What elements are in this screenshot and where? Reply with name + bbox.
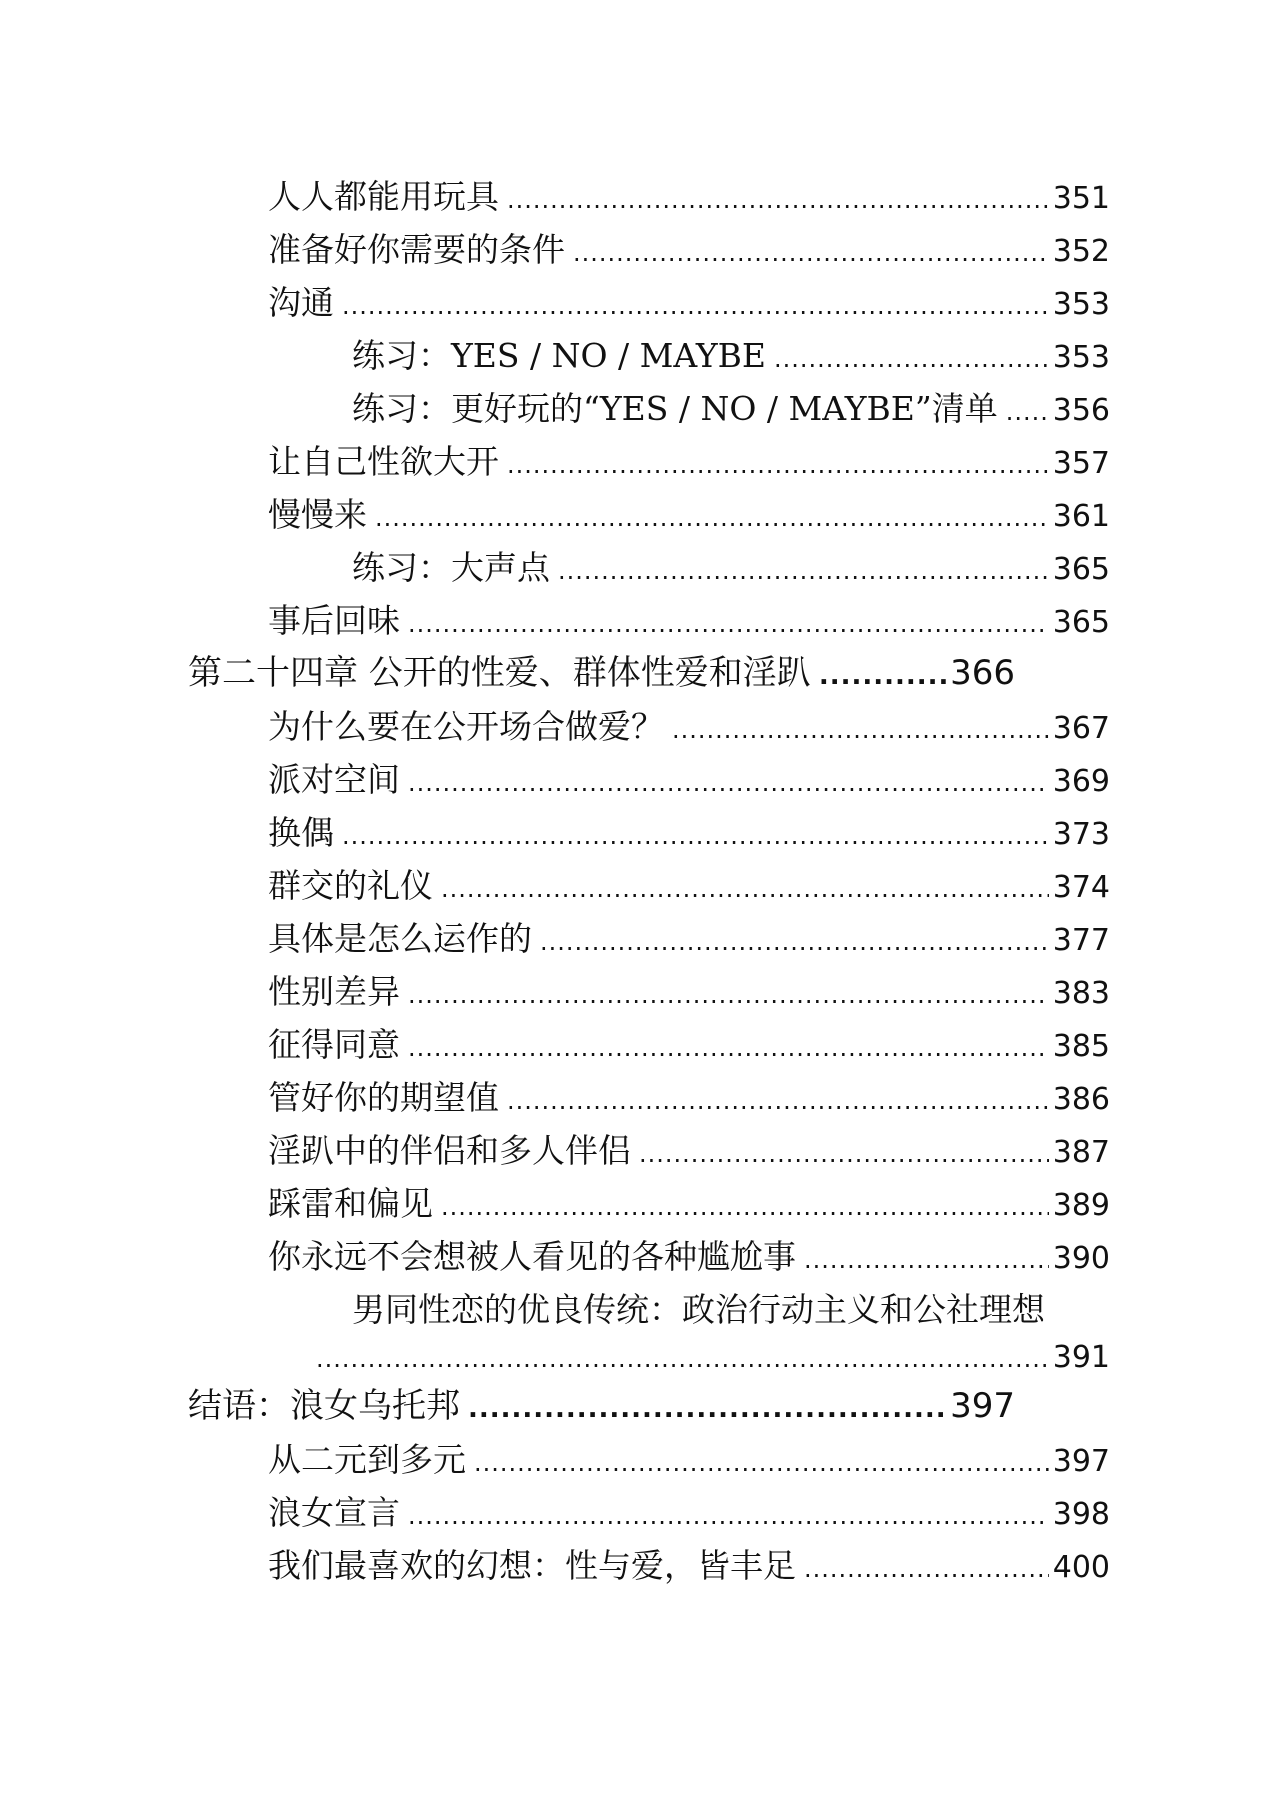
toc-entry-title: 性别差异: [268, 972, 400, 1011]
toc-entry-title: 让自己性欲大开: [268, 442, 499, 481]
dot-leader: [408, 1490, 1049, 1543]
toc-entry-title: 具体是怎么运作的: [268, 919, 532, 958]
dot-leader: [342, 810, 1049, 863]
dot-leader: [774, 333, 1049, 386]
dot-leader: [474, 1437, 1049, 1490]
toc-entry: [0, 1177, 1110, 1230]
toc-entry-title: 浪女宣言: [268, 1493, 400, 1532]
toc-entry: [0, 1124, 1110, 1177]
toc-entry-page: 397: [1052, 1444, 1110, 1479]
toc-entry: [0, 1539, 1110, 1592]
dot-leader: [639, 1128, 1049, 1181]
toc-entry: [0, 859, 1110, 912]
toc-entry: [0, 965, 1110, 1018]
toc-subentry: [0, 329, 1110, 382]
toc-subentry: [0, 541, 1110, 594]
dot-leader: [672, 704, 1049, 757]
toc-entry-page: 373: [1052, 817, 1110, 852]
toc-entry: [0, 806, 1110, 859]
toc-entry: [0, 1433, 1110, 1486]
dot-leader: [1006, 386, 1049, 439]
dot-leader: [804, 1543, 1049, 1596]
dot-leader: [441, 863, 1049, 916]
toc-entry-title: 男同性恋的优良传统：政治行动主义和公社理想: [352, 1290, 1045, 1329]
toc-entry-title: 我们最喜欢的幻想：性与爱，皆丰足: [268, 1546, 796, 1585]
dot-leader: [408, 598, 1049, 651]
toc-entry: [0, 912, 1110, 965]
dot-leader: [573, 227, 1049, 280]
toc-chapter-title: 结语：浪女乌托邦: [188, 1386, 460, 1426]
dot-leader: [819, 650, 946, 703]
toc-entry-title: 沟通: [268, 283, 334, 322]
toc-entry-page: 351: [1052, 181, 1110, 216]
dot-leader: [408, 969, 1049, 1022]
toc-entry-title: 事后回味: [268, 601, 400, 640]
dot-leader: [540, 916, 1049, 969]
toc-entry-page: 398: [1052, 1497, 1110, 1532]
toc-entry-page: 374: [1052, 870, 1110, 905]
dot-leader: [804, 1234, 1049, 1287]
toc-entry-title: 你永远不会想被人看见的各种尴尬事: [268, 1237, 796, 1276]
toc-entry-title: 淫趴中的伴侣和多人伴侣: [268, 1131, 631, 1170]
dot-leader: [342, 280, 1049, 333]
toc-entry-title: 群交的礼仪: [268, 866, 433, 905]
toc-entry-page: 385: [1052, 1029, 1110, 1064]
toc-entry-page: 400: [1052, 1550, 1110, 1585]
toc-entry-title: 练习：更好玩的“YES / NO / MAYBE”清单: [352, 389, 998, 428]
table-of-contents: [0, 170, 1272, 1592]
toc-entry-title: 换偶: [268, 813, 334, 852]
dot-leader: [408, 1022, 1049, 1075]
toc-entry-title: 踩雷和偏见: [268, 1184, 433, 1223]
toc-entry-title: 从二元到多元: [268, 1440, 466, 1479]
toc-entry-page: 390: [1052, 1241, 1110, 1276]
toc-entry: [0, 594, 1110, 647]
toc-entry-page: 352: [1052, 234, 1110, 269]
dot-leader: [507, 439, 1049, 492]
toc-entry: [0, 435, 1110, 488]
toc-chapter-entry: [0, 647, 1015, 700]
toc-entry-page: 391: [1052, 1340, 1110, 1375]
toc-entry: [0, 170, 1110, 223]
dot-leader: [558, 545, 1049, 598]
dot-leader: [375, 492, 1049, 545]
toc-chapter-page: 397: [950, 1386, 1015, 1426]
toc-entry-page: 353: [1052, 287, 1110, 322]
toc-subentry-continuation: [0, 1336, 1110, 1380]
dot-leader: [316, 1337, 1049, 1381]
toc-entry-title: 为什么要在公开场合做爱？: [268, 707, 664, 746]
toc-entry-page: 369: [1052, 764, 1110, 799]
toc-entry-page: 365: [1052, 605, 1110, 640]
dot-leader: [507, 1075, 1049, 1128]
dot-leader: [507, 174, 1049, 227]
toc-entry: [0, 1230, 1110, 1283]
toc-entry: [0, 1018, 1110, 1071]
toc-entry-title: 派对空间: [268, 760, 400, 799]
toc-entry-page: 383: [1052, 976, 1110, 1011]
toc-entry-page: 389: [1052, 1188, 1110, 1223]
dot-leader: [441, 1181, 1049, 1234]
toc-entry-page: 386: [1052, 1082, 1110, 1117]
toc-subentry: [0, 382, 1110, 435]
toc-chapter-page: 366: [950, 653, 1015, 693]
toc-entry-title: 练习：大声点: [352, 548, 550, 587]
toc-entry-title: 人人都能用玩具: [268, 177, 499, 216]
toc-entry: [0, 1486, 1110, 1539]
toc-entry: [0, 1071, 1110, 1124]
toc-entry-page: 361: [1052, 499, 1110, 534]
toc-entry: [0, 276, 1110, 329]
toc-entry-title: 征得同意: [268, 1025, 400, 1064]
toc-chapter-entry: [0, 1380, 1015, 1433]
toc-entry-title: 准备好你需要的条件: [268, 230, 565, 269]
toc-entry-page: 357: [1052, 446, 1110, 481]
toc-entry-page: 353: [1052, 340, 1110, 375]
dot-leader: [408, 757, 1049, 810]
toc-subentry: [0, 1283, 1110, 1336]
toc-entry: [0, 753, 1110, 806]
toc-entry-page: 365: [1052, 552, 1110, 587]
dot-leader: [468, 1383, 946, 1436]
toc-entry-page: 367: [1052, 711, 1110, 746]
toc-entry: [0, 488, 1110, 541]
toc-entry: [0, 223, 1110, 276]
toc-entry-page: 387: [1052, 1135, 1110, 1170]
toc-entry-title: 慢慢来: [268, 495, 367, 534]
toc-entry-title: 管好你的期望值: [268, 1078, 499, 1117]
toc-chapter-title: 第二十四章 公开的性爱、群体性爱和淫趴: [188, 653, 811, 693]
toc-entry-page: 356: [1052, 393, 1110, 428]
toc-entry-page: 377: [1052, 923, 1110, 958]
toc-entry-title: 练习：YES / NO / MAYBE: [352, 336, 767, 375]
toc-entry: [0, 700, 1110, 753]
